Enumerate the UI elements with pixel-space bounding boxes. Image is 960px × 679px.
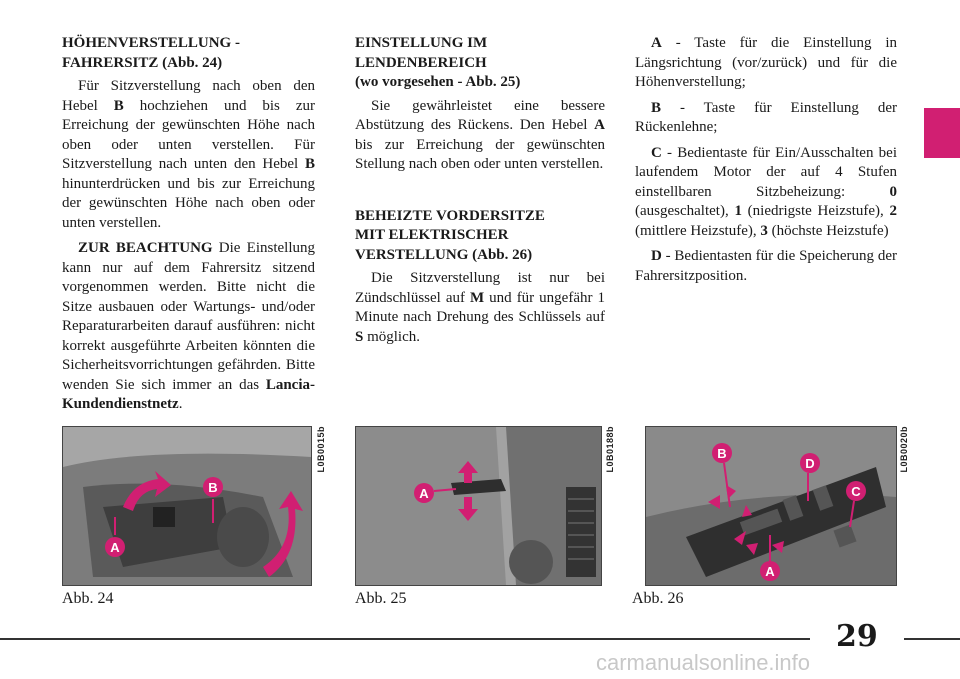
callout-label: A xyxy=(765,564,775,579)
key-letter: B xyxy=(651,99,662,116)
text: Die Sitzverstellung ist nur bei Zündschlüssel auf xyxy=(355,270,605,306)
figure-abb-26 xyxy=(645,426,897,586)
text: 1 xyxy=(734,203,742,219)
text: S xyxy=(355,328,364,345)
text: B xyxy=(113,97,124,114)
heading-line: BEHEIZTE VORDERSITZE xyxy=(355,207,545,224)
text: 2 xyxy=(889,203,897,219)
paragraph-seat-height xyxy=(62,77,315,233)
figure-code: L0B0188b xyxy=(605,426,615,473)
heading-line: VERSTELLUNG (Abb. 26) xyxy=(355,246,533,263)
figure-code: L0B0020b xyxy=(899,426,909,473)
text: - Bedientaste für Ein/Ausschalten bei laufendem Motor der auf 4 Stufen einstellbaren Sitzbeheizung: xyxy=(635,144,897,200)
callout-label: B xyxy=(208,480,218,495)
text: Die Einstellung kann nur auf dem Fahrersitz sitzend vorgenommen werden. Bitte nicht die Sitze ausbauen oder Wartungs- und/oder Reparaturarbeiten darauf ausführen: nicht korrekt ausgeführte Arbeiten könnten die Sicherheitsvorrichtungen gefährden. Bitte wenden Sie sich immer an das xyxy=(62,240,315,393)
lumbar-illustration xyxy=(356,427,601,585)
text: . xyxy=(178,396,183,412)
heading-line: MIT ELEKTRISCHER xyxy=(355,227,509,243)
item-a xyxy=(635,34,897,93)
column-1 xyxy=(62,34,315,421)
watermark: carmanualsonline.info xyxy=(596,650,811,675)
brand-name: Lancia-Kundendienstnetz xyxy=(62,376,315,412)
column-2 xyxy=(355,34,605,353)
text: B xyxy=(304,156,315,172)
paragraph-note xyxy=(62,239,315,415)
figure-abb-24 xyxy=(62,426,312,586)
text: Sie gewährleistet eine bessere Abstützung des Rückens. Den Hebel xyxy=(355,97,605,133)
text: - Bedientasten für die Speicherung der Fahrersitzposition. xyxy=(635,248,897,284)
item-b xyxy=(635,99,897,138)
callout-label: A xyxy=(419,486,429,501)
text: 0 xyxy=(889,183,897,200)
section-heading-heated-seats xyxy=(355,207,605,266)
text: bis zur Erreichung der gewünschten Stellung nach oben oder unten verstellen. xyxy=(355,136,605,172)
heading-line: (wo vorgesehen - Abb. 25) xyxy=(355,74,521,90)
key-letter: D xyxy=(651,248,662,264)
electric-seat-illustration xyxy=(646,427,896,585)
page-number: 29 xyxy=(836,619,878,654)
text: - Taste für Einstellung der Rückenlehne; xyxy=(635,99,897,135)
figure-caption: Abb. 24 xyxy=(62,590,114,607)
key-letter: A xyxy=(651,35,662,51)
text: und für ungefähr 1 Minute nach Drehung des Schlüssels auf xyxy=(355,289,605,325)
text: hinunterdrücken und bis zur Erreichung der gewünschten Höhe nach oben oder unten verstellen. xyxy=(62,175,315,231)
heading-line: HÖHENVERSTELLUNG - xyxy=(62,35,240,51)
heading-line: EINSTELLUNG IM xyxy=(355,35,488,51)
figure-code: L0B0015b xyxy=(316,426,326,473)
heading-line: FAHRERSITZ (Abb. 24) xyxy=(62,54,223,71)
callout-label: C xyxy=(851,484,861,499)
callout-label: D xyxy=(805,456,815,471)
text: M xyxy=(470,289,485,306)
text: - Taste für die Einstellung in Längsrichtung (vor/zurück) und für die Höhenverstellung; xyxy=(635,35,897,90)
figure-caption: Abb. 25 xyxy=(355,590,407,607)
text: hochziehen und bis zur Erreichung der gewünschten Höhe nach oben oder unten verstellen. Für Sitzverstellung nach unten den Hebel xyxy=(62,97,315,172)
section-heading-lumbar xyxy=(355,34,605,93)
callout-label: A xyxy=(110,540,120,555)
figure-abb-25 xyxy=(355,426,602,586)
paragraph-lumbar xyxy=(355,97,605,175)
key-letter: C xyxy=(651,144,662,161)
text: (mittlere Heizstufe), xyxy=(635,222,761,239)
callout-label: B xyxy=(717,446,727,461)
section-heading-seat-height xyxy=(62,34,315,73)
item-d xyxy=(635,247,897,286)
column-3 xyxy=(635,34,897,292)
section-tab-marker xyxy=(924,108,960,158)
paragraph-heated-seats xyxy=(355,269,605,347)
text: 3 xyxy=(760,222,768,239)
footer-rule-right xyxy=(904,638,960,640)
seat-height-illustration xyxy=(63,427,311,585)
text: möglich. xyxy=(363,328,421,345)
figure-caption: Abb. 26 xyxy=(632,590,684,607)
heading-line: LENDENBEREICH xyxy=(355,54,487,71)
text: (ausgeschaltet), xyxy=(635,203,735,219)
footer-rule xyxy=(0,638,810,640)
text: (niedrigste Heizstufe), xyxy=(741,203,890,219)
text: Für Sitzverstellung nach oben den Hebel xyxy=(62,78,315,114)
note-label: ZUR BEACHTUNG xyxy=(78,240,213,256)
text: (höchste Heizstufe) xyxy=(767,222,889,239)
item-c xyxy=(635,144,897,242)
text: A xyxy=(594,117,605,133)
